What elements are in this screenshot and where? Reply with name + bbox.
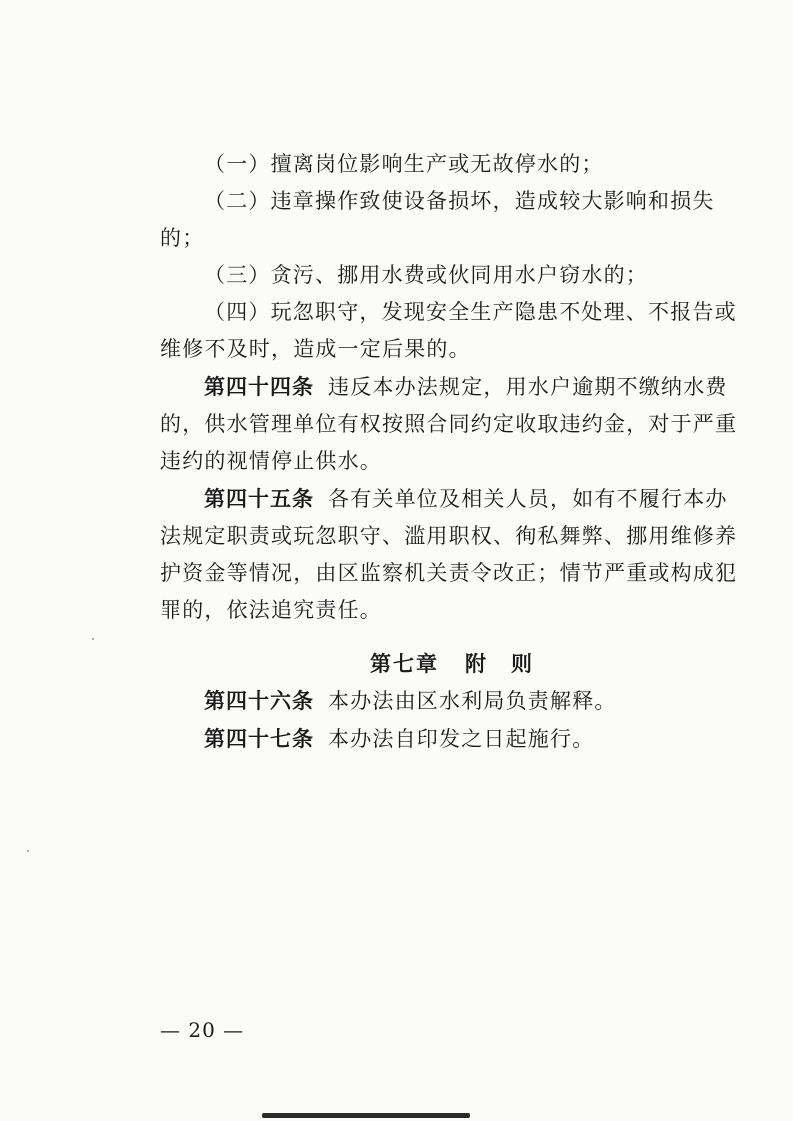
page-number: — 20 — <box>160 1018 245 1042</box>
article-text: 各有关单位及相关人员，如有不履行本办法规定职责或玩忽职守、滥用职权、徇私舞弊、挪用维修养护资金等情况，由区监察机关责令改正；情节严重或构成犯罪的，依法追究责任。 <box>160 487 738 622</box>
article-text: 本办法自印发之日起施行。 <box>328 727 595 751</box>
list-item: （四）玩忽职守，发现安全生产隐患不处理、不报告或维修不及时，造成一定后果的。 <box>160 300 737 361</box>
article-number: 第四十七条 <box>204 726 314 751</box>
scan-speck <box>27 850 29 852</box>
chapter-title <box>160 645 744 682</box>
article-44 <box>160 368 744 480</box>
article-number: 第四十四条 <box>204 374 314 399</box>
body-text-bottom <box>160 682 744 758</box>
article-47 <box>160 720 744 758</box>
article-number: 第四十六条 <box>204 688 314 713</box>
list-item: （二）违章操作致使设备损坏，造成较大影响和损失的； <box>160 189 715 250</box>
article-text: 本办法由区水利局负责解释。 <box>328 689 617 713</box>
scan-edge-mark <box>262 1113 470 1118</box>
body-text-top <box>160 146 744 629</box>
list-item: （三）贪污、挪用水费或伙同用水户窃水的； <box>204 263 648 287</box>
article-46 <box>160 682 744 720</box>
article-45 <box>160 480 744 629</box>
scan-speck <box>92 638 94 640</box>
article-text: 违反本办法规定，用水户逾期不缴纳水费的，供水管理单位有权按照合同约定收取违约金，对于严重违约的视情停止供水。 <box>160 375 738 473</box>
chapter-name: 附 则 <box>465 651 534 676</box>
article-number: 第四十五条 <box>204 486 314 511</box>
chapter-number: 第七章 <box>370 651 439 676</box>
list-item: （一）擅离岗位影响生产或无故停水的； <box>204 152 604 176</box>
